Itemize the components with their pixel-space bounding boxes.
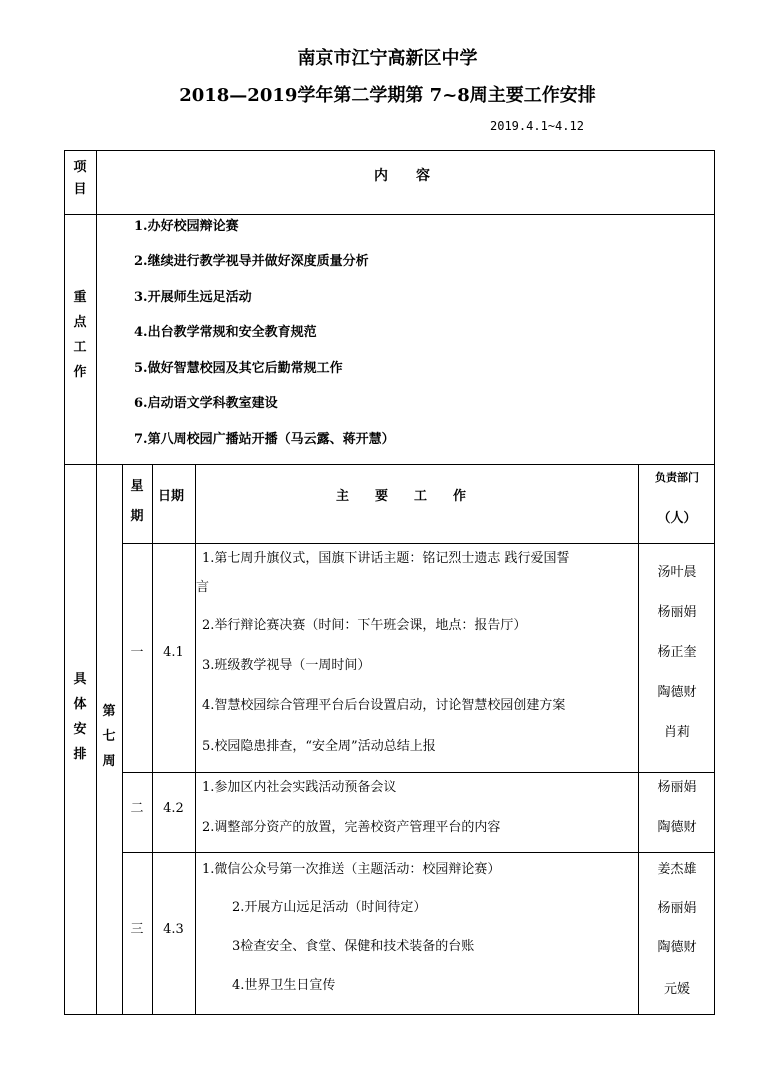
owner-name: 杨丽娟 — [657, 605, 697, 620]
week-label: 第 七 周 — [102, 704, 116, 769]
task-item: 3检查安全、食堂、保健和技术装备的台账 — [232, 939, 475, 954]
work-header: 主 要 工 作 — [336, 489, 467, 504]
schedule-table — [64, 150, 715, 1015]
table-divider — [195, 464, 196, 1015]
date-cell: 4.1 — [163, 645, 184, 660]
table-divider — [122, 543, 715, 544]
table-divider — [64, 464, 715, 465]
owner-name: 陶德财 — [657, 940, 697, 955]
task-item: 1.微信公众号第一次推送（主题活动：校园辩论赛） — [202, 862, 501, 877]
owner-name: 陶德财 — [657, 685, 697, 700]
task-item: 言 — [196, 580, 210, 595]
date-cell: 4.2 — [163, 801, 184, 816]
task-item: 5.校园隐患排查，“安全周”活动总结上报 — [202, 739, 436, 754]
page-title: 2018—2019学年第二学期第 7~8周主要工作安排 — [179, 85, 596, 106]
owner-name: 陶德财 — [657, 820, 697, 835]
task-item: 1.第七周升旗仪式，国旗下讲话主题：铭记烈士遗志 践行爱国誓 — [202, 551, 570, 566]
key-work-item: 1.办好校园辩论赛 — [134, 219, 239, 234]
weekday-cell: 二 — [130, 801, 144, 816]
task-item: 2.调整部分资产的放置，完善校资产管理平台的内容 — [202, 820, 501, 835]
date-header: 日期 — [158, 489, 185, 504]
weekday-cell: 一 — [130, 645, 144, 660]
owner-name: 肖莉 — [663, 725, 690, 740]
content-header: 内 容 — [374, 168, 430, 184]
table-divider — [64, 214, 715, 215]
owner-name: 杨丽娟 — [657, 780, 697, 795]
table-divider — [122, 772, 715, 773]
key-work-item: 7.第八周校园广播站开播（马云露、蒋开慧） — [134, 432, 395, 447]
owner-header: 负责部门 — [655, 471, 699, 484]
task-item: 4.世界卫生日宣传 — [232, 978, 336, 993]
key-work-item: 6.启动语文学科教室建设 — [134, 396, 278, 411]
date-range: 2019.4.1~4.12 — [490, 119, 584, 133]
key-work-item: 5.做好智慧校园及其它后勤常规工作 — [134, 361, 343, 376]
item-header: 项 目 — [73, 160, 87, 197]
owner-name: 姜杰雄 — [657, 862, 697, 877]
task-item: 1.参加区内社会实践活动预备会议 — [202, 780, 397, 795]
task-item: 4.智慧校园综合管理平台后台设置启动，讨论智慧校园创建方案 — [202, 698, 566, 713]
owner-name: 杨丽娟 — [657, 901, 697, 916]
task-item: 2.开展方山远足活动（时间待定） — [232, 900, 427, 915]
task-item: 3.班级教学视导（一周时间） — [202, 658, 371, 673]
school-title: 南京市江宁高新区中学 — [297, 48, 478, 69]
owner-name: 汤叶晨 — [657, 565, 697, 580]
date-cell: 4.3 — [163, 922, 184, 937]
table-divider — [122, 852, 715, 853]
task-item: 2.举行辩论赛决赛（时间：下午班会课，地点：报告厅） — [202, 618, 527, 633]
owner-name: 杨正奎 — [657, 645, 697, 660]
key-work-label: 重 点 工 作 — [73, 290, 87, 380]
schedule-label: 具 体 安 排 — [73, 672, 87, 762]
key-work-item: 4.出台教学常规和安全教育规范 — [134, 325, 317, 340]
owner-name: 元媛 — [663, 982, 690, 997]
key-work-item: 2.继续进行教学视导并做好深度质量分析 — [134, 254, 369, 269]
weekday-cell: 三 — [130, 922, 144, 937]
owner-header: （人） — [657, 511, 697, 526]
weekday-header: 星 期 — [130, 479, 144, 524]
table-divider — [96, 150, 97, 1015]
key-work-item: 3.开展师生远足活动 — [134, 290, 252, 305]
